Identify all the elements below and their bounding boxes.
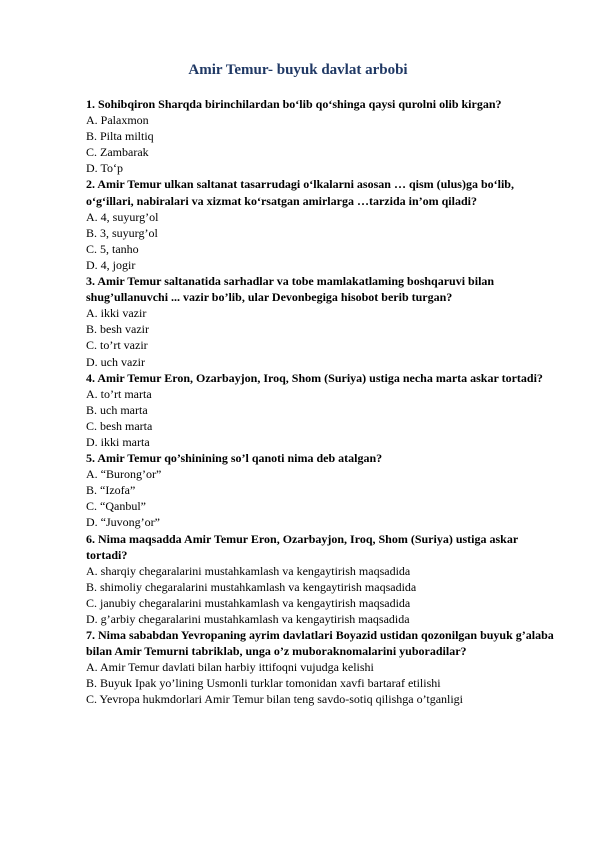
question-text: 6. Nima maqsadda Amir Temur Eron, Ozarbayjon, Iroq, Shom (Suriya) ustiga askar tortadi? (86, 531, 518, 562)
answer-option: D. ikki marta (86, 434, 150, 449)
question-text: 1. Sohibqiron Sharqda birinchilardan bo‘lib qo‘shinga qaysi qurolni olib kirgan? (86, 97, 502, 111)
question-block (86, 370, 556, 450)
question-text: 3. Amir Temur saltanatida sarhadlar va tobe mamlakatlaming boshqaruvi bilan shug’ullanuvchi ... vazir bo’lib, ular Devonbegiga hisobot berib turgan? (86, 274, 495, 305)
question-block (86, 531, 556, 628)
answer-option: C. to’rt vazir (86, 338, 148, 353)
answer-option: D. To‘p (86, 161, 123, 176)
question-list (86, 96, 556, 708)
question-block (86, 450, 556, 530)
question-text: 2. Amir Temur ulkan saltanat tasarrudagi o‘lkalarni asosan … qism (ulus)ga bo‘lib, o‘g‘illari, nabiralari va xizmat ko‘rsatgan amirlarga …tarzida in’om qiladi? (86, 177, 514, 208)
question-text: 7. Nima sababdan Yevropaning ayrim davlatlari Boyazid ustidan qozonilgan buyuk g’alaba bilan Amir Temurni tabriklab, unga o’z muboraknomalarini yuboradilar? (86, 628, 554, 659)
answer-option: B. uch marta (86, 402, 148, 417)
answer-option: C. Yevropa hukmdorlari Amir Temur bilan teng savdo-sotiq qilishga o’tganligi (86, 692, 464, 707)
question-block (86, 627, 556, 707)
answer-option: D. g’arbiy chegaralarini mustahkamlash va kengaytirish maqsadida (86, 612, 410, 626)
question-block (86, 176, 556, 273)
answer-option: D. uch vazir (86, 354, 145, 369)
answer-option: D. 4, jogir (86, 257, 136, 272)
answer-option: B. Pilta miltiq (86, 129, 154, 144)
answer-option: A. Amir Temur davlati bilan harbiy ittifoqni vujudga kelishi (86, 660, 374, 675)
answer-option: B. shimoliy chegaralarini mustahkamlash va kengaytirish maqsadida (86, 579, 417, 594)
question-text: 4. Amir Temur Eron, Ozarbayjon, Iroq, Shom (Suriya) ustiga necha marta askar tortadi? (86, 370, 543, 385)
answer-option: A. 4, suyurg’ol (86, 209, 159, 224)
question-text: 5. Amir Temur qo’shinining so’l qanoti nima deb atalgan? (86, 451, 383, 466)
answer-option: A. ikki vazir (86, 306, 147, 321)
answer-option: B. besh vazir (86, 322, 149, 337)
question-block (86, 273, 556, 370)
answer-option: A. Palaxmon (86, 113, 149, 128)
answer-option: C. 5, tanho (86, 241, 139, 256)
answer-option: A. sharqiy chegaralarini mustahkamlash va kengaytirish maqsadida (86, 563, 411, 578)
page-title: Amir Temur- buyuk davlat arbobi (188, 62, 408, 78)
answer-option: B. 3, suyurg’ol (86, 225, 158, 240)
answer-option: C. besh marta (86, 418, 153, 433)
answer-option: B. “Izofa” (86, 483, 136, 498)
answer-option: C. Zambarak (86, 145, 149, 160)
answer-option: C. “Qanbul” (86, 499, 146, 514)
answer-option: B. Buyuk Ipak yo’lining Usmonli turklar tomonidan xavfi bartaraf etilishi (86, 676, 441, 691)
answer-option: A. to’rt marta (86, 386, 152, 401)
answer-option: C. janubiy chegaralarini mustahkamlash va kengaytirish maqsadida (86, 595, 411, 610)
answer-option: D. “Juvong’or” (86, 515, 160, 530)
answer-option: A. “Burong’or” (86, 467, 162, 482)
question-block (86, 96, 556, 176)
